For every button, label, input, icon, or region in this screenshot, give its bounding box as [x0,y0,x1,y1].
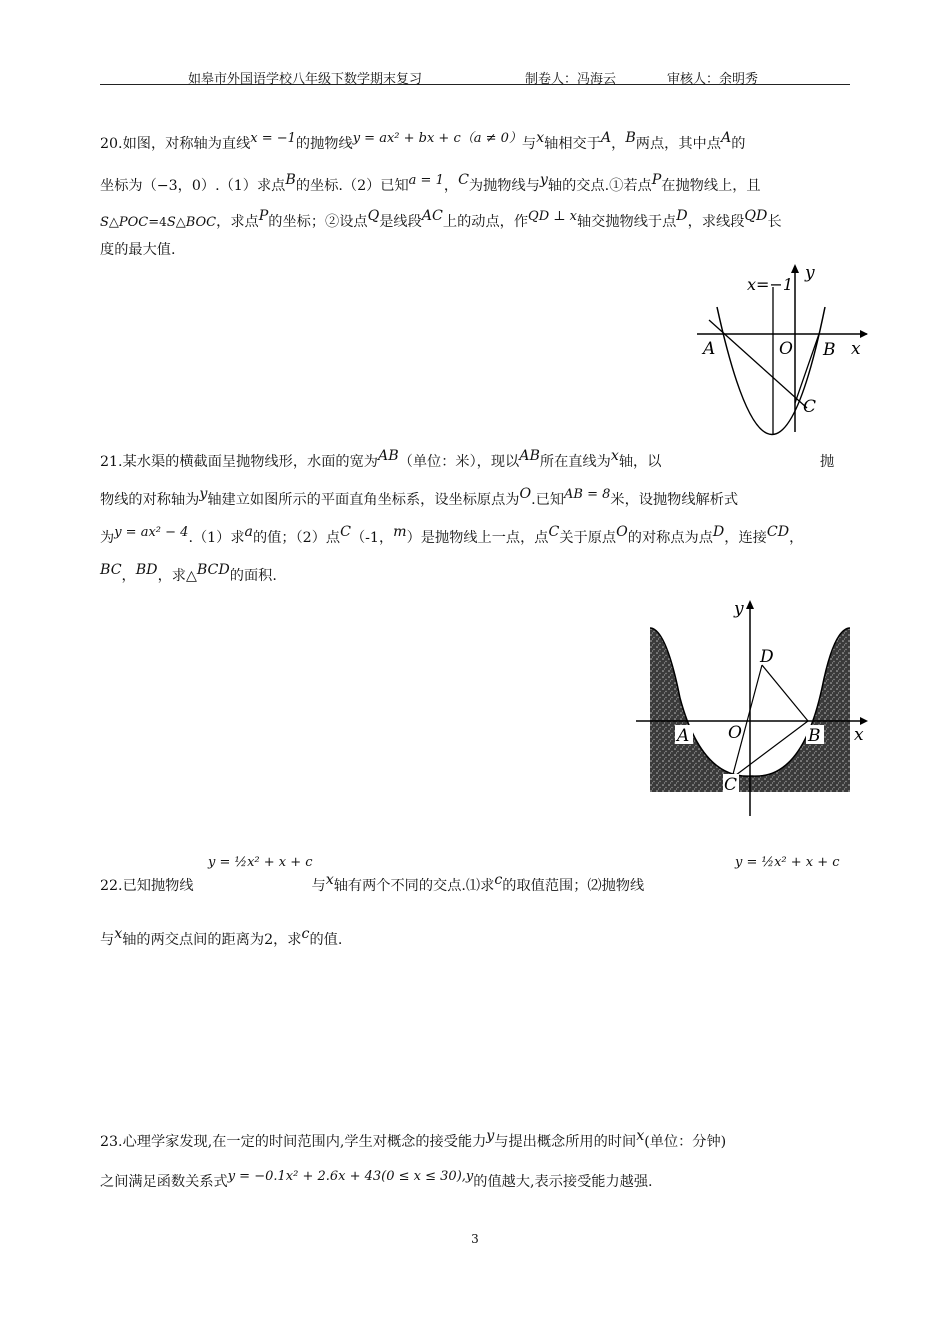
q23-line-1: 23.心理学家发现,在一定的时间范围内,学生对概念的接受能力y与提出概念所用的时间x(单位：分钟) [100,1128,727,1150]
svg-text:y: y [805,263,815,283]
svg-text:O: O [779,339,793,359]
page-number: 3 [471,1232,479,1246]
svg-text:x: x [854,725,864,745]
q22-formula-right: y = ½x² + x + c [735,855,840,870]
q23-line-2: 之间满足函数关系式y = −0.1x² + 2.6x + 43(0 ≤ x ≤ 30),y的值越大,表示接受能力越强. [100,1169,653,1190]
q21-line-1: 21.某水渠的横截面呈抛物线形，水面的宽为AB（单位：米），现以AB所在直线为x轴，以 抛 [100,448,835,470]
q22-line-2: 与x轴的两交点间的距离为2，求c的值. [100,926,343,948]
header-author: 制卷人：冯海云 [525,72,617,87]
svg-text:x=−1: x=−1 [747,275,794,294]
q21-line-2: 物线的对称轴为y轴建立如图所示的平面直角坐标系，设坐标原点为O.已知AB = 8米，设抛物线解析式 [100,486,739,508]
header-school: 如皋市外国语学校八年级下数学期末复习 [188,72,423,87]
svg-text:B: B [808,726,821,746]
q22-formula-left: y = ½x² + x + c [208,855,313,870]
svg-text:C: C [803,397,817,417]
q21-line-4: BC，BD，求△BCD的面积. [100,562,277,584]
q20-line-1: 20.如图，对称轴为直线x = −1的抛物线y = ax² + bx + c（a ≠ 0）与x轴相交于A，B两点，其中点A的 [100,130,746,152]
svg-text:y: y [734,599,744,619]
q22-line-1: 22.已知抛物线 与x轴有两个不同的交点.⑴求c的取值范围；⑵抛物线 [100,872,645,894]
svg-text:O: O [728,723,742,743]
page-header [100,68,850,85]
q20-line-4: 度的最大值. [100,242,176,258]
q20-line-2: 坐标为（−3，0）.（1）求点B的坐标.（2）已知a = 1，C为抛物线与y轴的交点.①若点P在抛物线上，且 [100,172,761,194]
svg-text:D: D [760,647,774,667]
q21-line-3: 为y = ax² − 4.（1）求a的值；（2）点C（-1，m）是抛物线上一点，点C关于原点O的对称点为点D，连接CD， [100,524,804,546]
svg-text:B: B [823,340,836,360]
svg-text:A: A [677,726,690,746]
q20-line-3: S△POC=4S△BOC，求点P的坐标；②设点Q是线段AC上的动点，作QD ⊥ x轴交抛物线于点D，求线段QD长 [100,208,782,230]
svg-text:A: A [703,339,716,359]
svg-text:C: C [724,775,738,795]
q21-canal-figure [632,598,872,820]
header-reviewer: 审核人：余明秀 [667,72,759,87]
svg-text:x: x [851,339,861,359]
q20-parabola-figure [695,262,870,437]
